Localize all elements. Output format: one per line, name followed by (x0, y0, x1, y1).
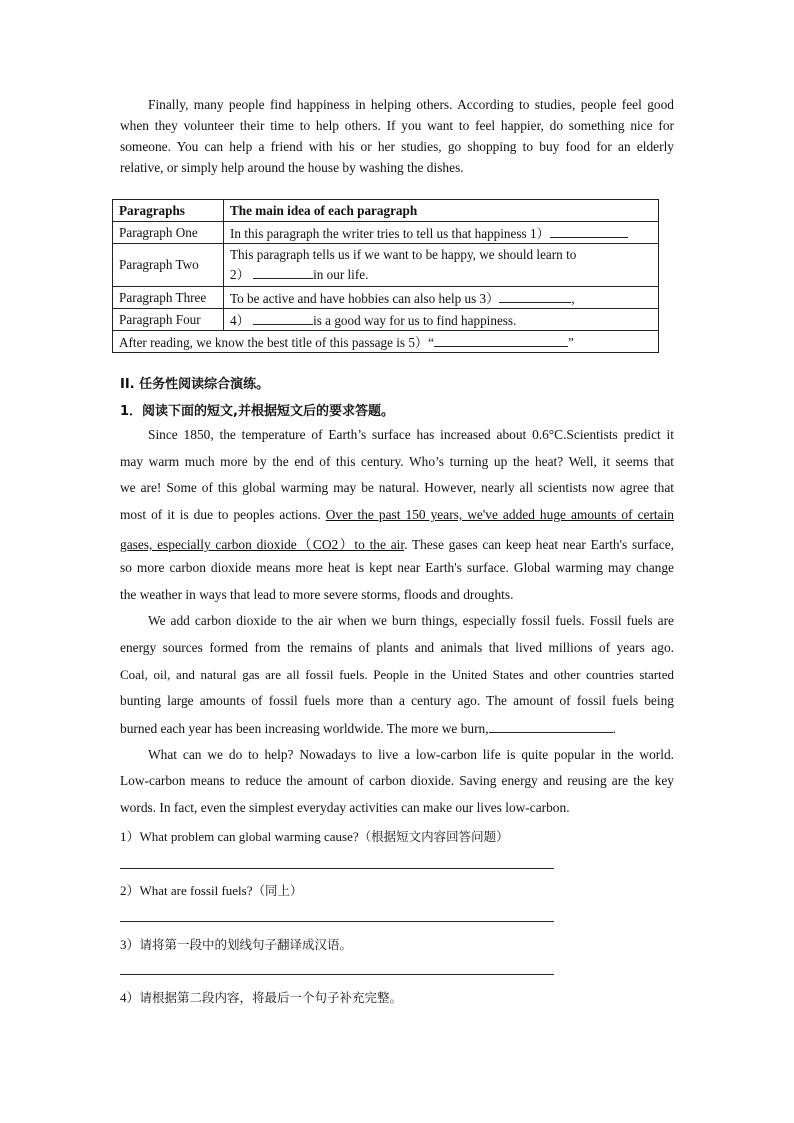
row-text (224, 287, 659, 309)
table-header-row (113, 200, 659, 222)
row-text-part: To be active and have hobbies can also help us 3） (230, 291, 500, 306)
table-header-paragraphs: Paragraphs (113, 200, 224, 222)
passage-p2-line-3: Coal, oil, and natural gas are all fossil fuels. People in the United States and other countries started (120, 667, 674, 682)
table-footer-row (113, 331, 659, 353)
question-1 (120, 826, 509, 845)
question-text: 4） (120, 990, 140, 1005)
passage-p3-line-1: What can we do to help? Nowadays to live a low-carbon life is quite popular in the world. (148, 747, 674, 762)
passage-p2-line-1: We add carbon dioxide to the air when we burn things, especially fossil fuels. Fossil fuels are (148, 613, 674, 628)
main-idea-table (112, 199, 659, 353)
question-text: 3） (120, 937, 140, 952)
row-label: Paragraph Four (113, 309, 224, 331)
intro-line-2: when they volunteer their time to help others. If you want to feel happier, do something nice for (120, 118, 674, 133)
passage-p2-line-5 (120, 720, 674, 737)
row-label: Paragraph One (113, 222, 224, 244)
row-text (224, 222, 659, 244)
row-text-part: , (571, 291, 575, 306)
intro-line-1: Finally, many people find happiness in helping others. According to studies, people feel good (148, 97, 674, 112)
question-note: （根据短文内容回答问题） (358, 829, 509, 844)
row-text-part: 2） (230, 267, 250, 282)
answer-blank-3[interactable] (499, 290, 571, 303)
row-label: Paragraph Two (113, 244, 224, 287)
row-text-part: is a good way for us to find happiness. (313, 313, 517, 328)
answer-blank-5[interactable] (434, 334, 568, 347)
answer-blank-1[interactable] (550, 225, 628, 238)
intro-line-3: someone. You can help a friend with his or her studies, go shopping to buy food for an elderly (120, 139, 674, 154)
passage-p2-line-2: energy sources formed from the remains of plants and animals that lived millions of years ago. (120, 640, 674, 655)
answer-line-2[interactable] (120, 921, 554, 922)
answer-blank-4[interactable] (253, 312, 313, 325)
question-text: 1）What problem can global warming cause? (120, 829, 359, 844)
answer-line-1[interactable] (120, 868, 554, 869)
intro-line-4: relative, or simply help around the house by washing the dishes. (120, 160, 464, 175)
question-4 (120, 987, 402, 1006)
question-3 (120, 934, 352, 953)
table-row (113, 244, 659, 287)
passage-p1-line-7: the weather in ways that lead to more severe storms, floods and droughts. (120, 587, 514, 602)
question-note: （同上） (252, 883, 303, 898)
question-note: 请根据第二段内容，将最后一个句子补充完整。 (139, 990, 403, 1005)
question-text: 2）What are fossil fuels? (120, 883, 253, 898)
row-text-part: 4） (230, 313, 250, 328)
table-row (113, 287, 659, 309)
answer-line-3[interactable] (120, 974, 554, 975)
passage-p1-line-1: Since 1850, the temperature of Earth’s surface has increased about 0.6°C.Scientists predict it (148, 427, 674, 442)
passage-p1-line-4 (120, 507, 674, 523)
answer-blank-2[interactable] (253, 266, 313, 279)
sub-heading: 1．阅读下面的短文,并根据短文后的要求答题。 (120, 404, 394, 419)
row-text (224, 244, 659, 287)
passage-p2-line-4: bunting large amounts of fossil fuels more than a century ago. The amount of fossil fuels being (120, 693, 674, 708)
table-header-main-idea: The main idea of each paragraph (224, 200, 659, 222)
table-row (113, 222, 659, 244)
passage-text: . These gases can keep heat near Earth's surface, (404, 537, 674, 552)
completion-blank[interactable] (489, 720, 613, 733)
passage-p1-line-5 (120, 534, 674, 553)
passage-p3-line-3: words. In fact, even the simplest everyday activities can make our lives low-carbon. (120, 800, 570, 815)
passage-text: burned each year has been increasing worldwide. The more we burn, (120, 721, 489, 736)
question-note: 请将第一段中的划线句子翻译成汉语。 (139, 937, 353, 952)
passage-p3-line-2: Low-carbon means to reduce the amount of carbon dioxide. Saving energy and reusing are the key (120, 773, 674, 788)
underlined-sentence: gases, especially carbon dioxide（CO2）to the air (120, 537, 405, 552)
table-row (113, 309, 659, 331)
row-text-part: In this paragraph the writer tries to tell us that happiness 1） (230, 226, 550, 241)
underlined-sentence: Over the past 150 years, we've added huge amounts of certain (325, 507, 674, 522)
row-text-part: in our life. (313, 267, 369, 282)
question-2 (120, 880, 303, 899)
footer-text: ” (567, 335, 574, 350)
passage-p1-line-2: may warm much more by the end of this century. Who’s turning up the heat? Well, it seems that (120, 454, 674, 469)
passage-p1-line-3: we are! Some of this global warming may be natural. However, nearly all scientists now agree that (120, 480, 674, 495)
passage-text: . (612, 721, 616, 736)
passage-p1-line-6: so more carbon dioxide means more heat is kept near Earth's surface. Global warming may change (120, 560, 674, 575)
passage-text: most of it is due to peoples actions. (120, 507, 326, 522)
row-label: Paragraph Three (113, 287, 224, 309)
row-text-part: This paragraph tells us if we want to be happy, we should learn to (230, 247, 577, 262)
section-heading: II. 任务性阅读综合演练。 (120, 377, 270, 392)
row-text (224, 309, 659, 331)
footer-text: After reading, we know the best title of this passage is 5）“ (119, 335, 434, 350)
table-footer (113, 331, 659, 353)
